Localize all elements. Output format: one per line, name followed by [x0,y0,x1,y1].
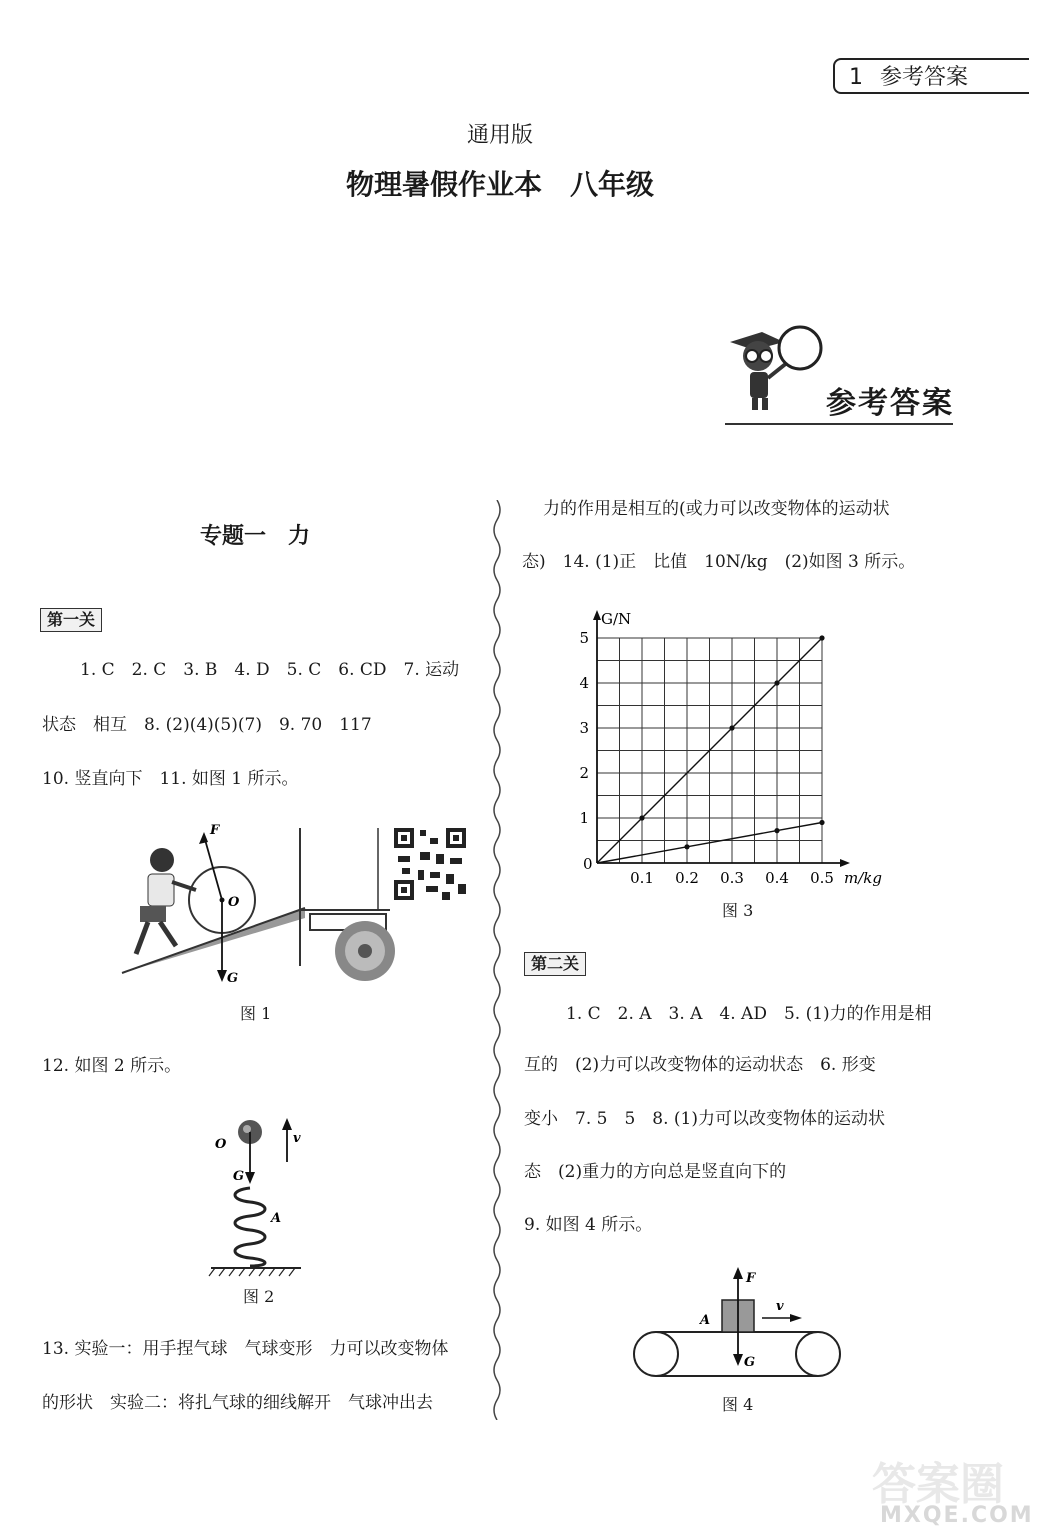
book-title: 物理暑假作业本 八年级 [345,168,654,201]
fig4-gravity-label: G [744,1355,756,1370]
page-number: 1 [849,65,863,90]
fig4-velocity-label: v [776,1299,784,1314]
level1-line-2: 状态 相互 8. (2)(4)(5)(7) 9. 70 117 [42,715,372,735]
right-line-1: 力的作用是相互的(或力可以改变物体的运动状 [543,499,890,519]
chart-series [597,635,825,863]
banner-underline [725,423,953,425]
level2-badge: 第二关 [524,952,586,976]
fig2-center-label: O [215,1137,227,1152]
series-point [774,828,779,833]
y-tick-label: 1 [579,809,589,827]
y-tick-label: 2 [579,764,589,782]
chart-ticks [579,629,833,887]
fig1-gravity-label: G [227,971,239,986]
series-point [639,815,644,820]
column-divider [489,500,505,1420]
watermark-url: MXQE.COM [880,1503,1034,1528]
header-tab [833,58,1029,94]
series-point [774,680,779,685]
fig2-velocity-label: v [293,1131,301,1146]
chart-origin-label: 0 [583,855,593,873]
fig2-spring-label: A [271,1211,282,1226]
figure-2 [205,1110,315,1280]
qr-code-icon [390,824,470,904]
fig3-caption: 图 3 [722,901,754,920]
series-point [819,820,824,825]
series-point [729,725,734,730]
chart-x-axis-label: m/kg [844,869,882,887]
chart-y-axis-label: G/N [601,610,632,628]
fig1-center-label: O [228,895,240,910]
answer-banner: 参考答案 [826,386,954,421]
mascot-illustration [722,318,832,418]
x-tick-label: 0.1 [630,869,654,887]
series-point [684,844,689,849]
figure-3-chart [560,600,900,895]
right-line-2: 态) 14. (1)正 比值 10N/kg (2)如图 3 所示。 [522,552,916,572]
x-tick-label: 0.4 [765,869,789,887]
figure-4 [628,1264,848,1384]
x-tick-label: 0.5 [810,869,834,887]
fig1-force-label: F [210,823,220,838]
level2-line-5: 9. 如图 4 所示。 [524,1215,653,1235]
header-section: 参考答案 [880,65,969,90]
level2-line-3: 变小 7. 5 5 8. (1)力可以改变物体的运动状 [524,1109,885,1129]
book-subtitle: 通用版 [466,123,533,148]
x-tick-label: 0.3 [720,869,744,887]
y-axis-arrow [593,610,601,620]
fig4-block-label: A [700,1313,711,1328]
y-tick-label: 5 [579,629,589,647]
watermark-logo: 答案圈 [872,1459,1004,1510]
level2-line-2: 互的 (2)力可以改变物体的运动状态 6. 形变 [524,1055,876,1075]
fig1-caption: 图 1 [240,1004,272,1023]
level2-line-4: 态 (2)重力的方向总是竖直向下的 [524,1162,787,1182]
level1-line-3: 10. 竖直向下 11. 如图 1 所示。 [42,769,299,789]
x-axis-arrow [840,859,850,867]
series-point [819,635,824,640]
q13-line-2: 的形状 实验二：将扎气球的细线解开 气球冲出去 [42,1393,433,1413]
fig2-gravity-label: G [233,1169,245,1184]
y-tick-label: 4 [579,674,589,692]
q12-text: 12. 如图 2 所示。 [42,1056,182,1076]
chapter-title: 专题一 力 [199,524,310,549]
fig4-caption: 图 4 [722,1395,754,1414]
level1-badge: 第一关 [40,608,102,632]
fig4-force-label: F [746,1271,756,1286]
y-tick-label: 3 [579,719,589,737]
level1-line-1: 1. C 2. C 3. B 4. D 5. C 6. CD 7. 运动 [80,660,460,680]
x-tick-label: 0.2 [675,869,699,887]
q13-line-1: 13. 实验一：用手捏气球 气球变形 力可以改变物体 [42,1339,449,1359]
level2-line-1: 1. C 2. A 3. A 4. AD 5. (1)力的作用是相 [566,1004,932,1024]
fig2-caption: 图 2 [243,1287,275,1306]
